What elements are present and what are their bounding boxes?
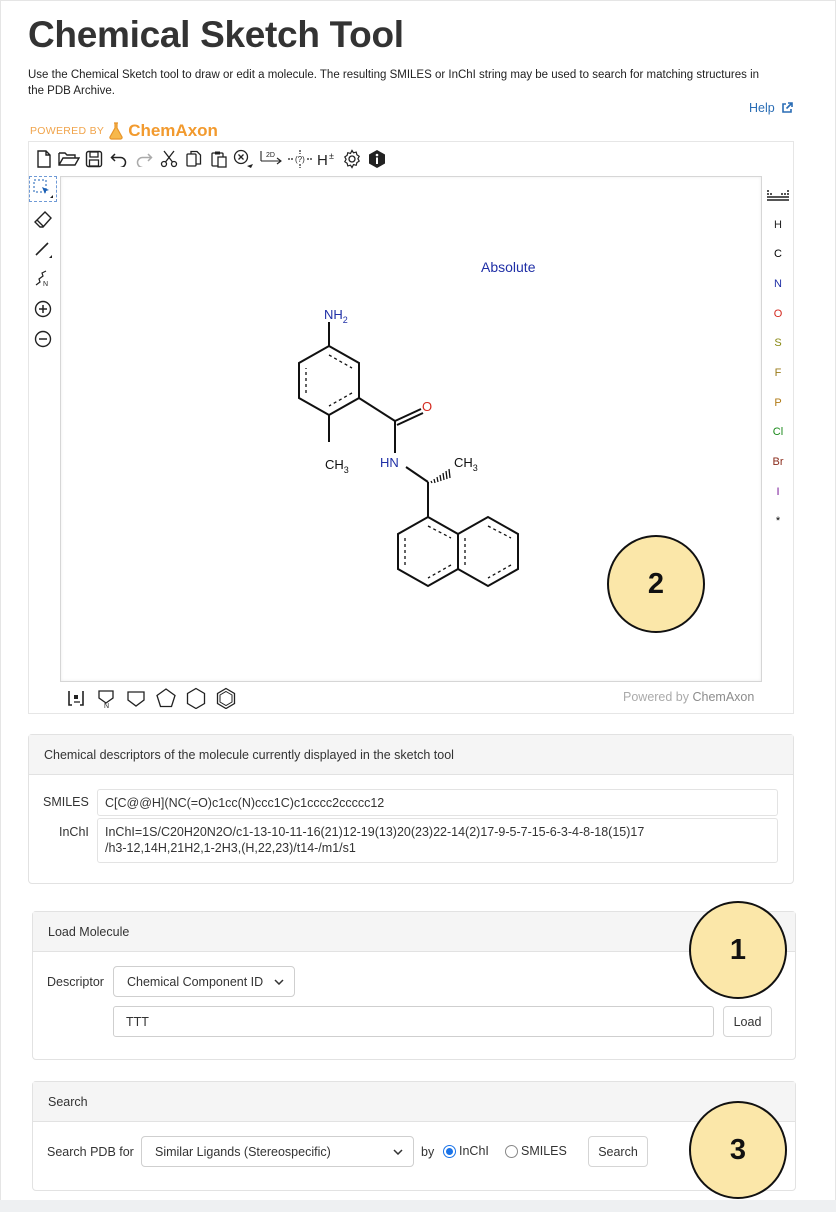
svg-text:(?): (?) bbox=[295, 155, 305, 164]
external-link-icon bbox=[781, 102, 793, 114]
load-button[interactable]: Load bbox=[723, 1006, 772, 1037]
powered-by-prefix: POWERED BY bbox=[30, 125, 105, 137]
open-folder-icon[interactable] bbox=[58, 148, 80, 170]
cut-icon[interactable] bbox=[158, 148, 180, 170]
page-intro: Use the Chemical Sketch tool to draw or edit a molecule. The resulting SMILES or InChI string may be used to search for matching structures in the PDB Archive. bbox=[28, 69, 760, 97]
search-pdb-label: Search PDB for bbox=[47, 1145, 134, 1159]
sketcher-toolbar bbox=[33, 147, 388, 171]
paste-icon[interactable] bbox=[208, 148, 230, 170]
clean-2d-icon[interactable] bbox=[258, 148, 284, 170]
descriptors-header: Chemical descriptors of the molecule currently displayed in the sketch tool bbox=[29, 735, 793, 775]
decrease-charge-icon[interactable] bbox=[29, 326, 57, 352]
descriptor-select-value: Chemical Component ID bbox=[127, 974, 264, 989]
powered-by-footer-prefix: Powered by bbox=[623, 690, 690, 704]
component-id-input[interactable]: TTT bbox=[113, 1006, 714, 1037]
hexagon-icon[interactable] bbox=[184, 686, 208, 710]
bond-lines bbox=[299, 322, 518, 586]
element-button[interactable]: Br bbox=[772, 456, 784, 469]
settings-gear-icon[interactable] bbox=[341, 148, 363, 170]
powered-by-brand: ChemAxon bbox=[128, 121, 218, 140]
single-bond-icon[interactable] bbox=[29, 236, 57, 262]
svg-text:2D: 2D bbox=[266, 152, 275, 159]
chevron-down-icon bbox=[393, 1149, 403, 1155]
powered-by-footer-brand: ChemAxon bbox=[692, 690, 755, 704]
element-button[interactable]: H bbox=[774, 218, 782, 231]
powered-by-chemaxon bbox=[30, 121, 218, 141]
info-icon[interactable] bbox=[366, 148, 388, 170]
select-rectangle-icon[interactable] bbox=[29, 176, 57, 202]
inchi-label: InChI bbox=[59, 825, 89, 839]
pentagon-icon[interactable] bbox=[154, 686, 178, 710]
methyl-ring-label: $CH_3$ bbox=[325, 457, 349, 475]
by-label: by bbox=[421, 1145, 435, 1159]
annotation-badge-3: 3 bbox=[689, 1101, 787, 1199]
smiles-label: SMILES bbox=[43, 795, 89, 809]
descriptor-label: Descriptor bbox=[47, 975, 104, 989]
load-molecule-header: Load Molecule bbox=[33, 912, 795, 952]
svg-text:H: H bbox=[317, 152, 328, 168]
element-button[interactable]: F bbox=[774, 366, 782, 379]
stereo-wedge bbox=[431, 469, 450, 483]
search-button[interactable]: Search bbox=[588, 1136, 648, 1167]
radio-inchi[interactable] bbox=[443, 1144, 489, 1158]
rgroup-icon[interactable] bbox=[287, 148, 313, 170]
pentagon-pointed-icon[interactable] bbox=[124, 686, 148, 710]
element-list bbox=[764, 210, 792, 537]
page-title: Chemical Sketch Tool bbox=[28, 14, 404, 55]
radio-inchi-dot[interactable] bbox=[443, 1145, 456, 1158]
radio-smiles-label: SMILES bbox=[521, 1144, 567, 1158]
methyl-chiral-label: $CH_3$ bbox=[454, 455, 478, 473]
element-button[interactable]: * bbox=[775, 515, 781, 528]
chevron-down-icon bbox=[274, 979, 284, 985]
svg-text:N: N bbox=[104, 703, 110, 709]
search-type-select[interactable] bbox=[141, 1136, 414, 1167]
search-type-value: Similar Ligands (Stereospecific) bbox=[155, 1144, 331, 1159]
element-button[interactable]: N bbox=[774, 277, 782, 290]
bottom-strip bbox=[0, 1200, 836, 1212]
svg-text:±: ± bbox=[329, 151, 334, 161]
chain-icon[interactable] bbox=[29, 266, 57, 292]
amide-nh-label: HN bbox=[380, 455, 399, 470]
inchi-line-1: InChI=1S/C20H20N2O/c1-13-10-11-16(21)12-19(13)20(23)22-14(2)17-9-5-7-15-6-3-4-8-18(15)17 bbox=[105, 825, 645, 839]
svg-text:N: N bbox=[43, 281, 49, 288]
inchi-value[interactable] bbox=[97, 818, 778, 863]
help-link[interactable] bbox=[749, 101, 793, 115]
radio-smiles[interactable] bbox=[505, 1144, 567, 1158]
search-header: Search bbox=[33, 1082, 795, 1122]
sketcher-left-tools bbox=[28, 176, 58, 352]
element-button[interactable]: I bbox=[776, 485, 780, 498]
save-icon[interactable] bbox=[83, 148, 105, 170]
periodic-toolbar bbox=[764, 180, 792, 536]
descriptor-select[interactable] bbox=[113, 966, 295, 997]
template-structure-icon[interactable] bbox=[64, 686, 88, 710]
redo-icon[interactable] bbox=[133, 148, 155, 170]
add-hydrogens-icon[interactable] bbox=[316, 148, 338, 170]
oxygen-label: O bbox=[422, 399, 433, 414]
benzene-3d-icon[interactable] bbox=[214, 686, 238, 710]
amine-label: $NH_2$ bbox=[324, 307, 348, 325]
annotation-badge-1: 1 bbox=[689, 901, 787, 999]
smiles-value[interactable]: C[C@@H](NC(=O)c1cc(N)ccc1C)c1cccc2ccccc12 bbox=[97, 789, 778, 816]
clear-icon[interactable] bbox=[233, 148, 255, 170]
increase-charge-icon[interactable] bbox=[29, 296, 57, 322]
radio-smiles-dot[interactable] bbox=[505, 1145, 518, 1158]
absolute-label: Absolute bbox=[481, 259, 536, 275]
template-nitrogen-ring-icon[interactable] bbox=[94, 686, 118, 710]
undo-icon[interactable] bbox=[108, 148, 130, 170]
element-button[interactable]: S bbox=[774, 337, 782, 350]
element-button[interactable]: Cl bbox=[772, 426, 784, 439]
new-document-icon[interactable] bbox=[33, 148, 55, 170]
periodic-table-icon[interactable] bbox=[764, 180, 792, 210]
eraser-icon[interactable] bbox=[29, 206, 57, 232]
flask-icon bbox=[108, 122, 124, 140]
annotation-badge-2: 2 bbox=[607, 535, 705, 633]
element-button[interactable]: O bbox=[773, 307, 783, 320]
radio-inchi-label: InChI bbox=[459, 1144, 489, 1158]
inchi-line-2: /h3-12,14H,21H2,1-2H3,(H,22,23)/t14-/m1/s1 bbox=[105, 841, 356, 855]
copy-icon[interactable] bbox=[183, 148, 205, 170]
element-button[interactable]: P bbox=[774, 396, 782, 409]
element-button[interactable]: C bbox=[774, 248, 782, 261]
template-toolbar bbox=[64, 686, 238, 710]
help-label: Help bbox=[749, 101, 775, 115]
powered-by-footer bbox=[623, 690, 754, 704]
